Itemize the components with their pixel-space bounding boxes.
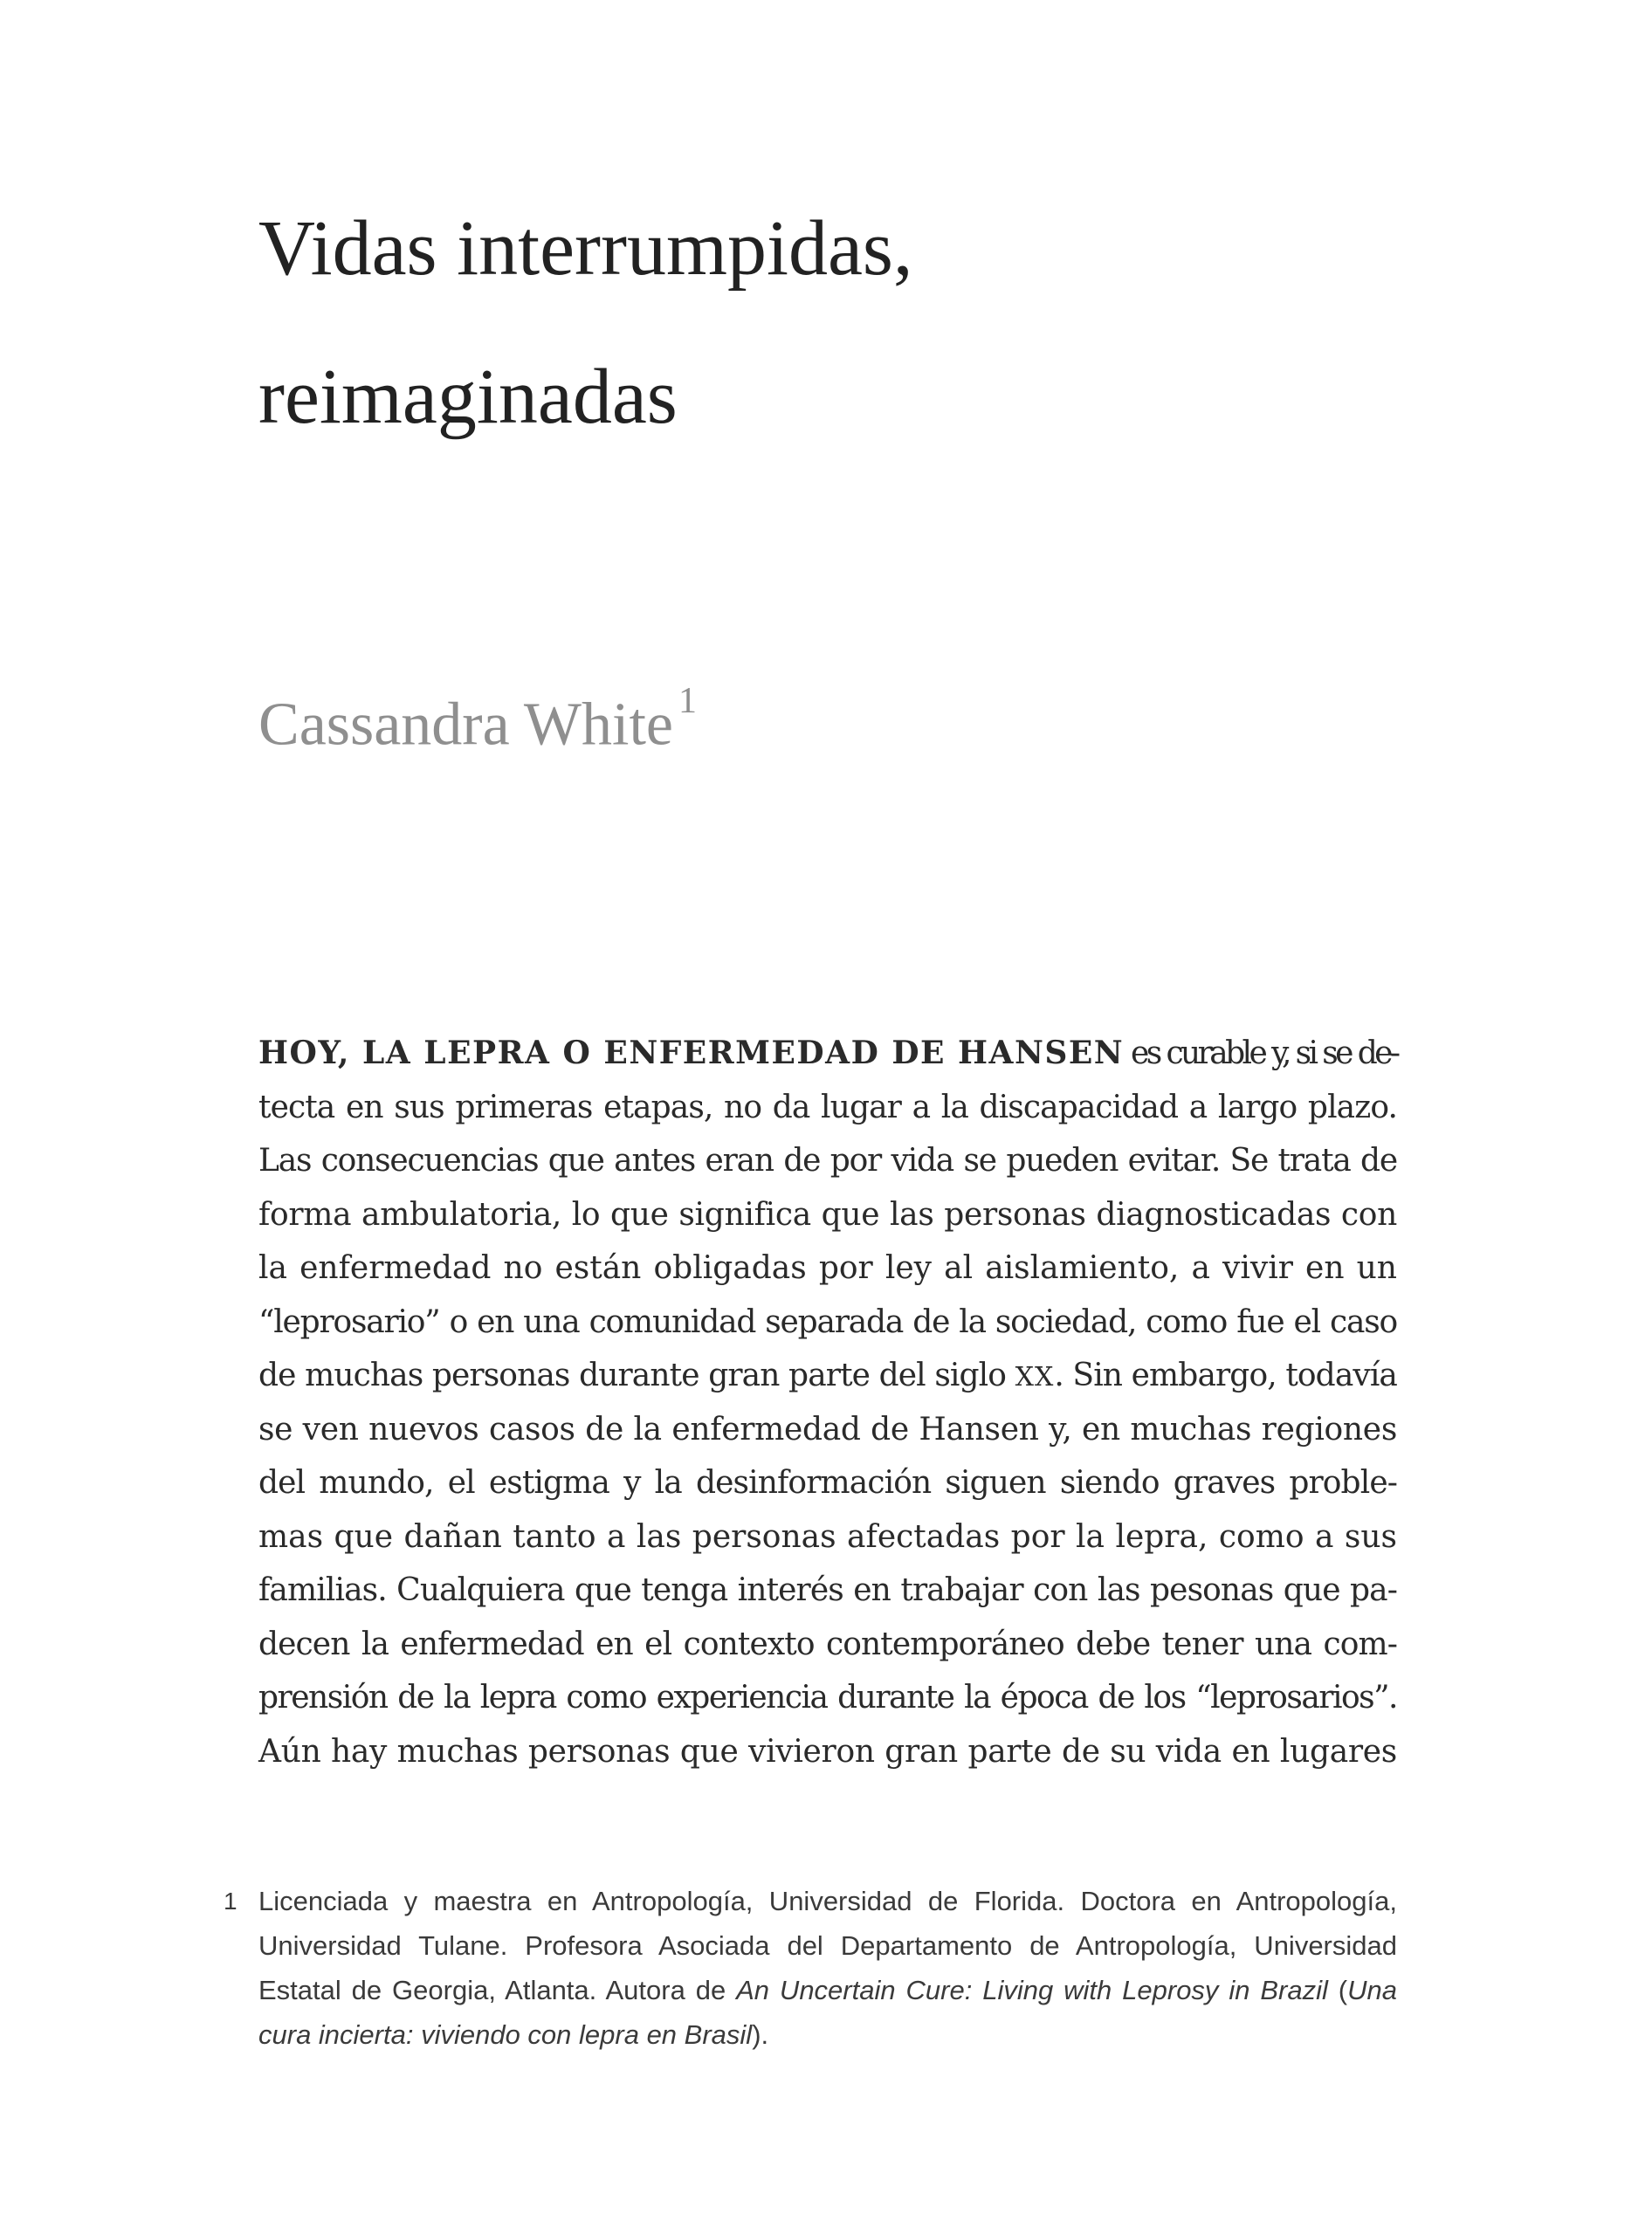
body-line: del mundo, el estigma y la desinformación siguen siendo graves proble- <box>258 1465 1397 1501</box>
body-line: “leprosario” o en una comunidad separada de la sociedad, como fue el caso <box>258 1303 1397 1340</box>
body-line: forma ambulatoria, lo que significa que las personas diagnosticadas con <box>258 1196 1397 1233</box>
body-line <box>258 1027 1397 1081</box>
book-title-english: An Uncertain Cure: Living with Leprosy in Brazil <box>736 1975 1328 2005</box>
book-title-spanish-start: Una <box>1347 1975 1397 2005</box>
body-line-7-post: . Sin embargo, todavía <box>1054 1358 1397 1393</box>
body-line: prensión de la lepra como experiencia durante la época de los “leprosarios”. <box>258 1680 1397 1716</box>
body-line: se ven nuevos casos de la enfermedad de Hansen y, en muchas regiones <box>258 1411 1397 1448</box>
footnote-line: Universidad Tulane. Profesora Asociada del Departamento de Antropología, Universidad <box>258 1930 1397 1961</box>
footnote-line-4-post: ). <box>752 2019 769 2050</box>
footnote-number: 1 <box>224 1888 237 1915</box>
body-line: Las consecuencias que antes eran de por vida se pueden evitar. Se trata de <box>258 1143 1397 1179</box>
body-line <box>258 1349 1397 1403</box>
body-line: tecta en sus primeras etapas, no da lugar a la discapacidad a largo plazo. <box>258 1089 1397 1125</box>
chapter-title <box>258 175 1394 471</box>
author-name: Cassandra White <box>258 691 673 759</box>
lead-in-small-caps: HOY, LA LEPRA O ENFERMEDAD DE HANSEN <box>258 1035 1125 1071</box>
footnote-text <box>258 1879 1397 2057</box>
footnote-line <box>258 1968 1397 2012</box>
body-line: la enfermedad no están obligadas por ley al aislamiento, a vivir en un <box>258 1250 1397 1286</box>
footnote-line-3-pre: Estatal de Georgia, Atlanta. Autora de <box>258 1975 737 2005</box>
footnote-paren-open: ( <box>1327 1975 1348 2005</box>
chapter-title-line-1: Vidas interrumpidas, <box>258 205 913 292</box>
chapter-title-line-2: reimaginadas <box>258 354 678 440</box>
body-line: familias. Cualquiera que tenga interés en trabajar con las pesonas que pa- <box>258 1572 1397 1608</box>
book-title-spanish-end: cura incierta: viviendo con lepra en Brasil <box>258 2019 753 2050</box>
body-line-1-rest: es curable y, si se de- <box>1124 1035 1398 1071</box>
footnote-line <box>258 2012 1397 2057</box>
body-line: Aún hay muchas personas que vivieron gran parte de su vida en lugares <box>258 1733 1397 1770</box>
chapter-author <box>258 672 697 764</box>
body-line: mas que dañan tanto a las personas afectadas por la lepra, como a sus <box>258 1518 1397 1555</box>
body-line: decen la enfermedad en el contexto contemporáneo debe tener una com- <box>258 1626 1397 1662</box>
body-paragraph <box>258 1027 1397 1778</box>
author-footnote-marker[interactable]: 1 <box>678 681 697 721</box>
footnote-line: Licenciada y maestra en Antropología, Universidad de Florida. Doctora en Antropología, <box>258 1886 1397 1916</box>
body-line-7-pre: de muchas personas durante gran parte del siglo <box>258 1358 1015 1393</box>
century-small-caps: XX <box>1015 1362 1055 1393</box>
